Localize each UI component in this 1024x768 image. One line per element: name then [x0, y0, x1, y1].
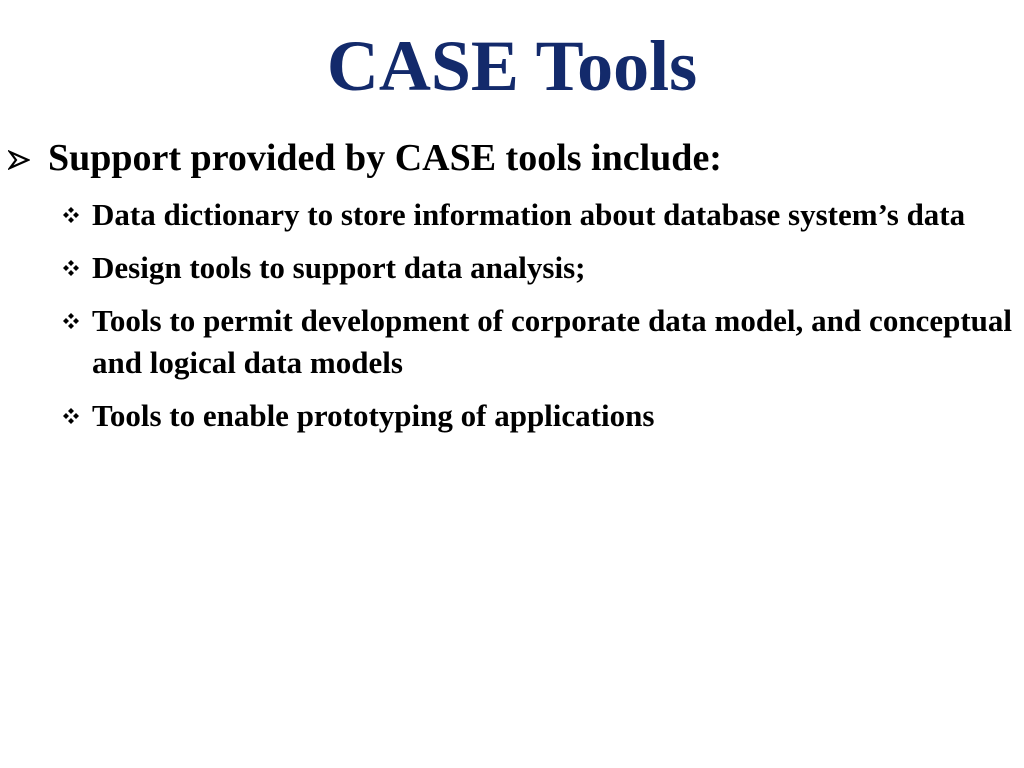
four-diamond-bullet-icon	[62, 300, 92, 335]
sub-bullet-list	[62, 194, 1012, 448]
four-diamond-bullet-icon	[62, 395, 92, 430]
slide-title: CASE Tools	[326, 26, 698, 106]
list-item	[62, 395, 1012, 437]
four-diamond-bullet-icon	[62, 194, 92, 229]
sub-bullet-text: Tools to permit development of corporate data model, and conceptual and logical data models	[92, 303, 1012, 380]
sub-bullet-text: Tools to enable prototyping of applications	[92, 398, 655, 433]
main-bullet	[8, 134, 1008, 182]
main-bullet-text: Support provided by CASE tools include:	[48, 137, 722, 179]
arrowhead-bullet-icon	[8, 134, 48, 175]
sub-bullet-text: Design tools to support data analysis;	[92, 250, 586, 285]
sub-bullet-text: Data dictionary to store information about database system’s data	[92, 197, 966, 232]
list-item	[62, 247, 1012, 289]
list-item	[62, 300, 1012, 384]
four-diamond-bullet-icon	[62, 247, 92, 282]
list-item	[62, 194, 1012, 236]
